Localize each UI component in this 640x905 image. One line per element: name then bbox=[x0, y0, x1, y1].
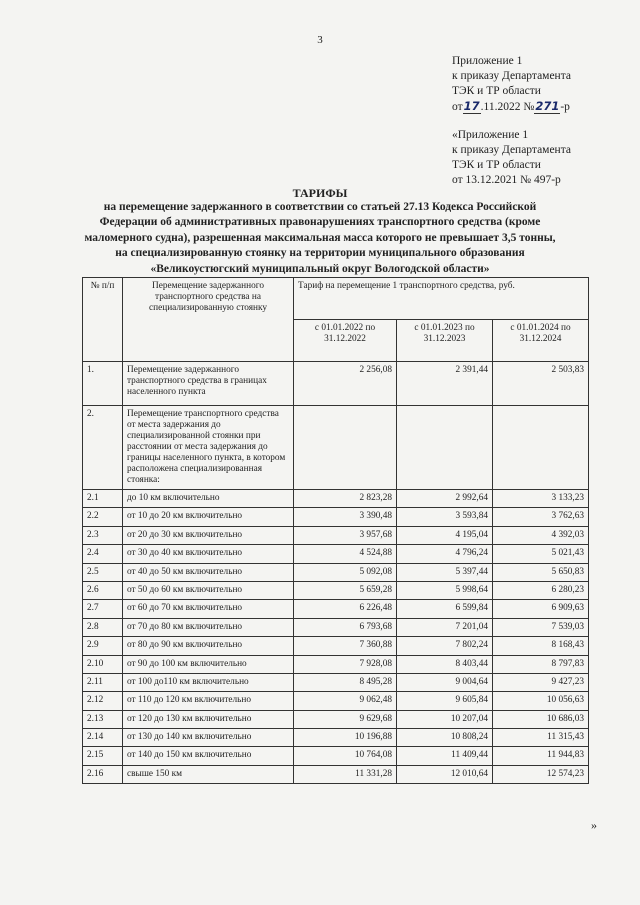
table-row bbox=[83, 692, 589, 710]
row-value: 7 802,24 bbox=[397, 637, 493, 655]
row-name: от 50 до 60 км включительно bbox=[123, 581, 294, 599]
row-number: 2.4 bbox=[83, 545, 123, 563]
row-name: от 140 до 150 км включительно bbox=[123, 747, 294, 765]
row-value: 2 256,08 bbox=[294, 362, 397, 406]
table-row bbox=[83, 508, 589, 526]
row-value: 8 797,83 bbox=[493, 655, 589, 673]
row-name: до 10 км включительно bbox=[123, 490, 294, 508]
row-value: 2 391,44 bbox=[397, 362, 493, 406]
row-number: 2.12 bbox=[83, 692, 123, 710]
row-number: 2. bbox=[83, 406, 123, 490]
row-name: от 10 до 20 км включительно bbox=[123, 508, 294, 526]
annex-line: к приказу Департамента bbox=[452, 70, 571, 82]
header-period: с 01.01.2022 по 31.12.2022 bbox=[294, 320, 397, 362]
row-number: 2.14 bbox=[83, 729, 123, 747]
row-value: 7 928,08 bbox=[294, 655, 397, 673]
table-row bbox=[83, 765, 589, 783]
header-period: с 01.01.2023 по 31.12.2023 bbox=[397, 320, 493, 362]
row-name: от 20 до 30 км включительно bbox=[123, 526, 294, 544]
annex-date-prefix: от bbox=[452, 101, 463, 113]
table-row bbox=[83, 655, 589, 673]
row-value: 2 992,64 bbox=[397, 490, 493, 508]
row-value: 12 010,64 bbox=[397, 765, 493, 783]
row-name: от 90 до 100 км включительно bbox=[123, 655, 294, 673]
row-value: 4 796,24 bbox=[397, 545, 493, 563]
row-value: 10 686,03 bbox=[493, 710, 589, 728]
row-value-empty bbox=[294, 406, 397, 490]
row-value: 4 195,04 bbox=[397, 526, 493, 544]
row-number: 2.16 bbox=[83, 765, 123, 783]
row-value: 5 397,44 bbox=[397, 563, 493, 581]
annex-line: к приказу Департамента bbox=[452, 144, 571, 156]
row-value: 4 392,03 bbox=[493, 526, 589, 544]
row-value: 5 650,83 bbox=[493, 563, 589, 581]
annex-current-order bbox=[452, 54, 571, 115]
row-number: 1. bbox=[83, 362, 123, 406]
row-name: свыше 150 км bbox=[123, 765, 294, 783]
row-value: 5 659,28 bbox=[294, 581, 397, 599]
row-value: 2 823,28 bbox=[294, 490, 397, 508]
row-name: от 80 до 90 км включительно bbox=[123, 637, 294, 655]
row-number: 2.9 bbox=[83, 637, 123, 655]
row-value: 10 764,08 bbox=[294, 747, 397, 765]
row-name: от 120 до 130 км включительно bbox=[123, 710, 294, 728]
annex-date-line bbox=[452, 99, 571, 115]
row-value: 6 909,63 bbox=[493, 600, 589, 618]
row-number: 2.10 bbox=[83, 655, 123, 673]
row-name: от 100 до110 км включительно bbox=[123, 673, 294, 691]
row-value: 8 168,43 bbox=[493, 637, 589, 655]
row-value: 6 599,84 bbox=[397, 600, 493, 618]
row-value: 7 360,88 bbox=[294, 637, 397, 655]
row-name: от 40 до 50 км включительно bbox=[123, 563, 294, 581]
annex-line: Приложение 1 bbox=[452, 55, 523, 67]
page-number: 3 bbox=[317, 34, 323, 46]
row-value: 6 280,23 bbox=[493, 581, 589, 599]
row-value: 3 593,84 bbox=[397, 508, 493, 526]
row-value: 3 762,63 bbox=[493, 508, 589, 526]
table-row bbox=[83, 406, 589, 490]
row-value: 5 092,08 bbox=[294, 563, 397, 581]
row-value: 6 793,68 bbox=[294, 618, 397, 636]
row-number: 2.7 bbox=[83, 600, 123, 618]
row-name: от 30 до 40 км включительно bbox=[123, 545, 294, 563]
row-value: 2 503,83 bbox=[493, 362, 589, 406]
row-value: 11 944,83 bbox=[493, 747, 589, 765]
annex-date-rest: .11.2022 № bbox=[480, 101, 535, 113]
row-value: 9 629,68 bbox=[294, 710, 397, 728]
row-value: 5 021,43 bbox=[493, 545, 589, 563]
row-name: от 70 до 80 км включительно bbox=[123, 618, 294, 636]
table-row bbox=[83, 526, 589, 544]
row-value: 3 133,23 bbox=[493, 490, 589, 508]
row-value: 7 539,03 bbox=[493, 618, 589, 636]
row-number: 2.15 bbox=[83, 747, 123, 765]
row-name: от 60 до 70 км включительно bbox=[123, 600, 294, 618]
row-name: от 130 до 140 км включительно bbox=[123, 729, 294, 747]
row-value: 9 004,64 bbox=[397, 673, 493, 691]
annex-line: ТЭК и ТР области bbox=[452, 85, 541, 97]
header-name: Перемещение задержанного транспортного средства на специализированную стоянку bbox=[123, 278, 294, 362]
row-value: 9 605,84 bbox=[397, 692, 493, 710]
row-value: 8 495,28 bbox=[294, 673, 397, 691]
table-row bbox=[83, 490, 589, 508]
row-number: 2.13 bbox=[83, 710, 123, 728]
row-number: 2.6 bbox=[83, 581, 123, 599]
row-value: 11 331,28 bbox=[294, 765, 397, 783]
row-value: 10 808,24 bbox=[397, 729, 493, 747]
row-value: 11 315,43 bbox=[493, 729, 589, 747]
handwritten-day: 17 bbox=[463, 99, 480, 113]
row-value: 11 409,44 bbox=[397, 747, 493, 765]
row-number: 2.5 bbox=[83, 563, 123, 581]
table-header-row bbox=[83, 278, 589, 320]
header-tariff: Тариф на перемещение 1 транспортного средства, руб. bbox=[294, 278, 589, 320]
table-row bbox=[83, 581, 589, 599]
row-number: 2.11 bbox=[83, 673, 123, 691]
row-value-empty bbox=[493, 406, 589, 490]
row-value: 10 196,88 bbox=[294, 729, 397, 747]
header-number: № п/п bbox=[83, 278, 123, 362]
row-number: 2.8 bbox=[83, 618, 123, 636]
document-title: ТАРИФЫ bbox=[292, 186, 348, 200]
row-name: Перемещение задержанного транспортного средства в границах населенного пункта bbox=[123, 362, 294, 406]
table-row bbox=[83, 545, 589, 563]
row-name: от 110 до 120 км включительно bbox=[123, 692, 294, 710]
row-value-empty bbox=[397, 406, 493, 490]
row-value: 8 403,44 bbox=[397, 655, 493, 673]
row-name: Перемещение транспортного средства от места задержания до специализированной стоянки при расстоянии от места задержания до границы населенного пункта, в котором расположена специализированная стоянка: bbox=[123, 406, 294, 490]
row-value: 12 574,23 bbox=[493, 765, 589, 783]
table-row bbox=[83, 710, 589, 728]
table-row bbox=[83, 618, 589, 636]
annex-number-suffix: -р bbox=[560, 101, 570, 113]
annex-previous-order bbox=[452, 128, 571, 188]
annex-line: от 13.12.2021 № 497-р bbox=[452, 174, 561, 186]
annex-line: ТЭК и ТР области bbox=[452, 159, 541, 171]
row-value: 10 056,63 bbox=[493, 692, 589, 710]
row-number: 2.3 bbox=[83, 526, 123, 544]
table-row bbox=[83, 600, 589, 618]
row-value: 6 226,48 bbox=[294, 600, 397, 618]
table-row bbox=[83, 729, 589, 747]
table-row bbox=[83, 563, 589, 581]
row-value: 7 201,04 bbox=[397, 618, 493, 636]
table-row bbox=[83, 673, 589, 691]
table-row bbox=[83, 747, 589, 765]
annex-line: «Приложение 1 bbox=[452, 129, 529, 141]
handwritten-number: 271 bbox=[535, 99, 560, 113]
tariffs-table bbox=[82, 277, 589, 784]
table-row bbox=[83, 637, 589, 655]
row-value: 3 390,48 bbox=[294, 508, 397, 526]
row-value: 9 062,48 bbox=[294, 692, 397, 710]
row-number: 2.2 bbox=[83, 508, 123, 526]
row-number: 2.1 bbox=[83, 490, 123, 508]
row-value: 5 998,64 bbox=[397, 581, 493, 599]
row-value: 9 427,23 bbox=[493, 673, 589, 691]
header-period: с 01.01.2024 по 31.12.2024 bbox=[493, 320, 589, 362]
table-row bbox=[83, 362, 589, 406]
row-value: 4 524,88 bbox=[294, 545, 397, 563]
closing-quote: » bbox=[591, 818, 597, 832]
document-subtitle: на перемещение задержанного в соответствии со статьей 27.13 Кодекса Российской Федерации об административных правонарушениях транспортного средства (кроме маломерного судна), разрешенная максимальная масса которого не превышает 3,5 тонны, на специализированную стоянку на территории муниципального образования «Великоустюгский муниципальный округ Вологодской области» bbox=[84, 201, 556, 275]
row-value: 10 207,04 bbox=[397, 710, 493, 728]
row-value: 3 957,68 bbox=[294, 526, 397, 544]
